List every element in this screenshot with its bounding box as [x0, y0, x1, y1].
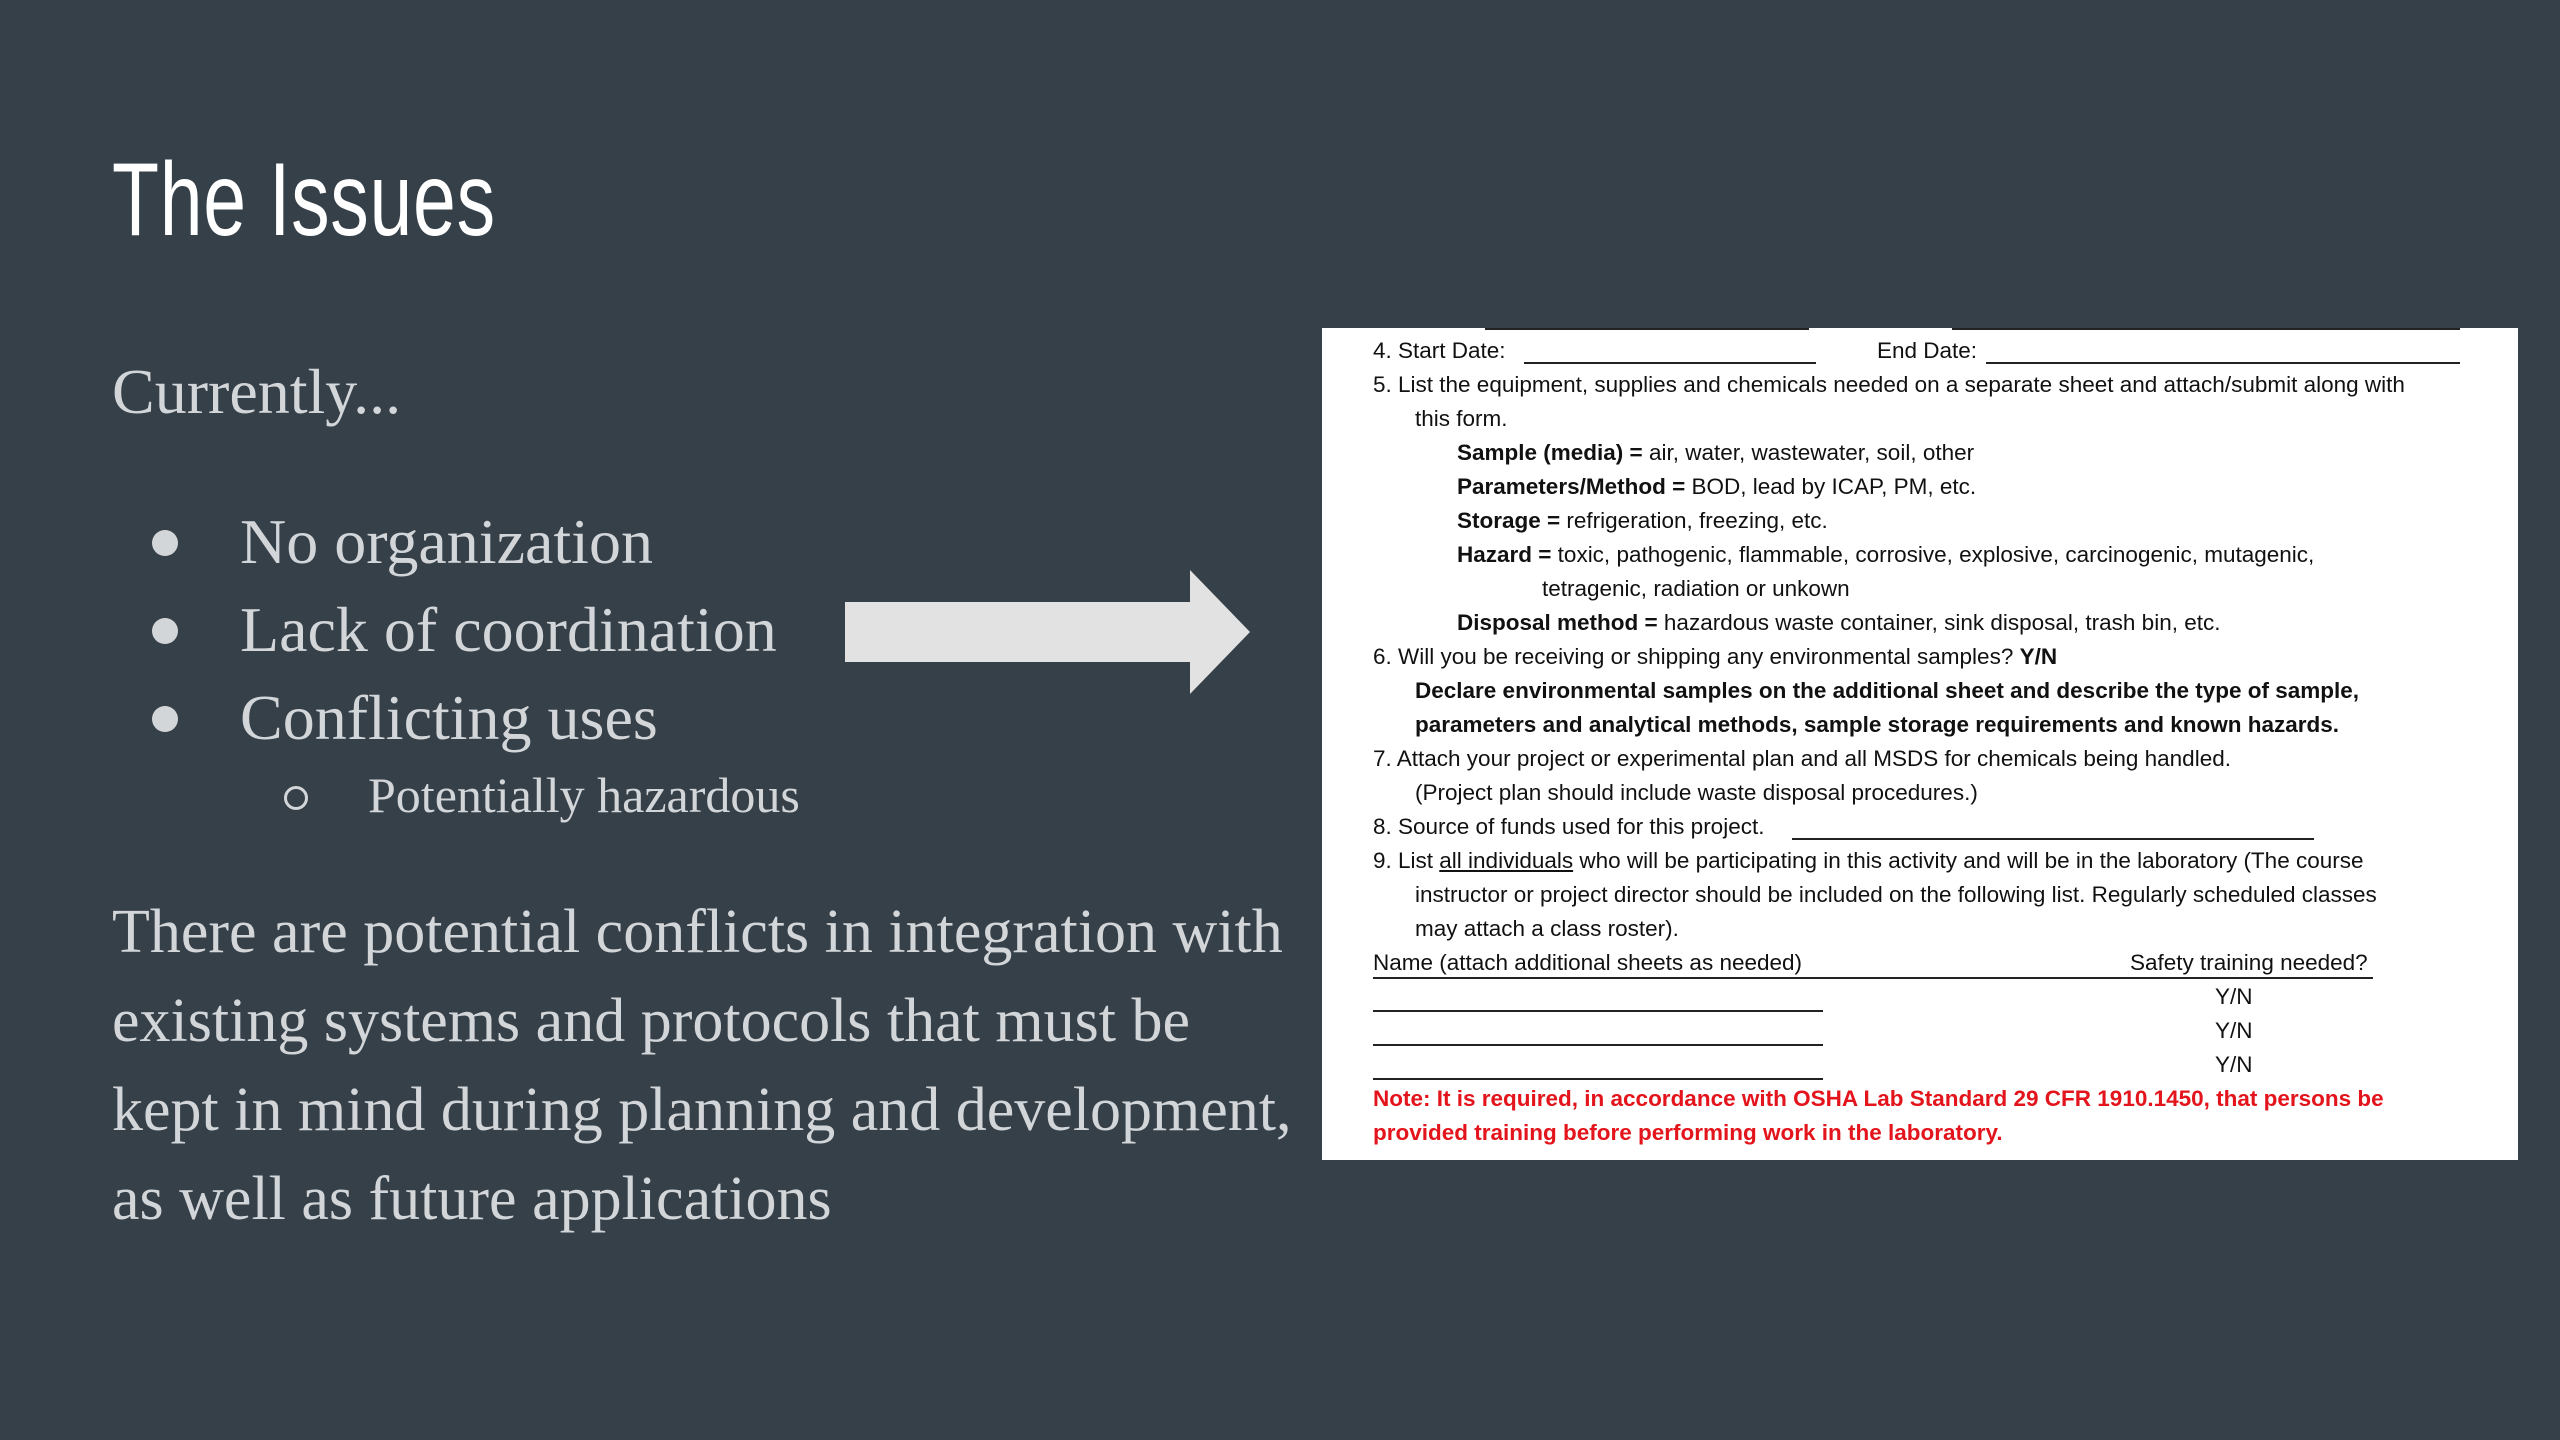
item5-text: 5. List the equipment, supplies and chemicals needed on a separate sheet and attach/submit along with	[1373, 372, 2405, 397]
sample-value: air, water, wastewater, soil, other	[1642, 440, 1975, 465]
name-field	[1373, 1010, 1823, 1012]
item6-declare: Declare environmental samples on the additional sheet and describe the type of sample,	[1415, 678, 2360, 703]
hazard-value: toxic, pathogenic, flammable, corrosive, explosive, carcinogenic, mutagenic,	[1551, 542, 2315, 567]
item8-text: 8. Source of funds used for this project.	[1373, 814, 1765, 839]
sub-bullet-ring-icon	[284, 786, 308, 810]
hazard-line	[1457, 544, 2314, 567]
sample-label: Sample (media) =	[1457, 440, 1643, 465]
funds-field	[1792, 838, 2314, 840]
item6-bold-line	[1415, 714, 2339, 737]
name-field	[1373, 1078, 1823, 1080]
item9-underlined: all individuals	[1439, 848, 1574, 873]
yn-cell: Y/N	[2215, 1052, 2253, 1077]
cropped-rule	[1952, 328, 2460, 330]
bullet-text: No organization	[240, 506, 653, 577]
start-date-label: 4. Start Date:	[1373, 338, 1506, 363]
sample-line	[1457, 442, 1974, 465]
parameters-line	[1457, 476, 1976, 499]
item9-text	[1373, 850, 2364, 873]
item7-text: 7. Attach your project or experimental plan and all MSDS for chemicals being handled.	[1373, 746, 2231, 771]
hazard-label: Hazard =	[1457, 542, 1552, 567]
item6-question: 6. Will you be receiving or shipping any environmental samples?	[1373, 644, 2020, 669]
item5-text-cont: this form.	[1415, 406, 1508, 431]
end-date-field	[1986, 362, 2460, 364]
item6-text	[1373, 646, 2057, 669]
storage-value: refrigeration, freezing, etc.	[1560, 508, 1828, 533]
item9-prefix: 9. List	[1373, 848, 1440, 873]
item6-declare-cont: parameters and analytical methods, sample storage requirements and known hazards.	[1415, 712, 2340, 737]
slide-title: The Issues	[112, 142, 496, 258]
storage-line	[1457, 510, 1828, 533]
yn-cell: Y/N	[2215, 984, 2253, 1009]
storage-label: Storage =	[1457, 508, 1561, 533]
sub-bullet-text: Potentially hazardous	[368, 767, 800, 823]
form-screenshot	[1322, 328, 2518, 1160]
item9-text-cont: may attach a class roster).	[1415, 916, 1679, 941]
header-rule	[1373, 977, 2373, 979]
osha-note: Note: It is required, in accordance with OSHA Lab Standard 29 CFR 1910.1450, that persons be	[1373, 1086, 2384, 1111]
osha-note-cont: provided training before performing work in the laboratory.	[1373, 1120, 2003, 1145]
start-date-field	[1524, 362, 1816, 364]
bullet-dot-icon	[152, 618, 178, 644]
intro-text: Currently...	[112, 356, 402, 427]
item6-bold-line	[1415, 680, 2359, 703]
bullet-text: Conflicting uses	[240, 682, 658, 753]
safety-header: Safety training needed?	[2130, 950, 2368, 975]
name-field	[1373, 1044, 1823, 1046]
disposal-label: Disposal method =	[1457, 610, 1658, 635]
bullet-dot-icon	[152, 530, 178, 556]
yn-cell: Y/N	[2215, 1018, 2253, 1043]
item9-text-cont: instructor or project director should be included on the following list. Regularly scheduled classes	[1415, 882, 2377, 907]
item7-text-cont: (Project plan should include waste disposal procedures.)	[1415, 780, 1978, 805]
right-arrow-icon	[845, 570, 1250, 694]
end-date-label: End Date:	[1877, 338, 1978, 363]
item9-rest: who will be participating in this activity and will be in the laboratory (The course	[1573, 848, 2364, 873]
parameters-value: BOD, lead by ICAP, PM, etc.	[1685, 474, 1977, 499]
item6-yn: Y/N	[2019, 644, 2058, 669]
hazard-value-cont: tetragenic, radiation or unkown	[1542, 576, 1850, 601]
cropped-rule	[1485, 328, 1809, 330]
bullet-dot-icon	[152, 706, 178, 732]
disposal-line	[1457, 612, 2220, 635]
bullet-text: Lack of coordination	[240, 594, 777, 665]
disposal-value: hazardous waste container, sink disposal, trash bin, etc.	[1657, 610, 2221, 635]
conflict-paragraph: There are potential conflicts in integration with existing systems and protocols that must be kept in mind during planning and development, as well as future applications	[112, 898, 1292, 1233]
parameters-label: Parameters/Method =	[1457, 474, 1686, 499]
name-header: Name (attach additional sheets as needed)	[1373, 950, 1803, 975]
